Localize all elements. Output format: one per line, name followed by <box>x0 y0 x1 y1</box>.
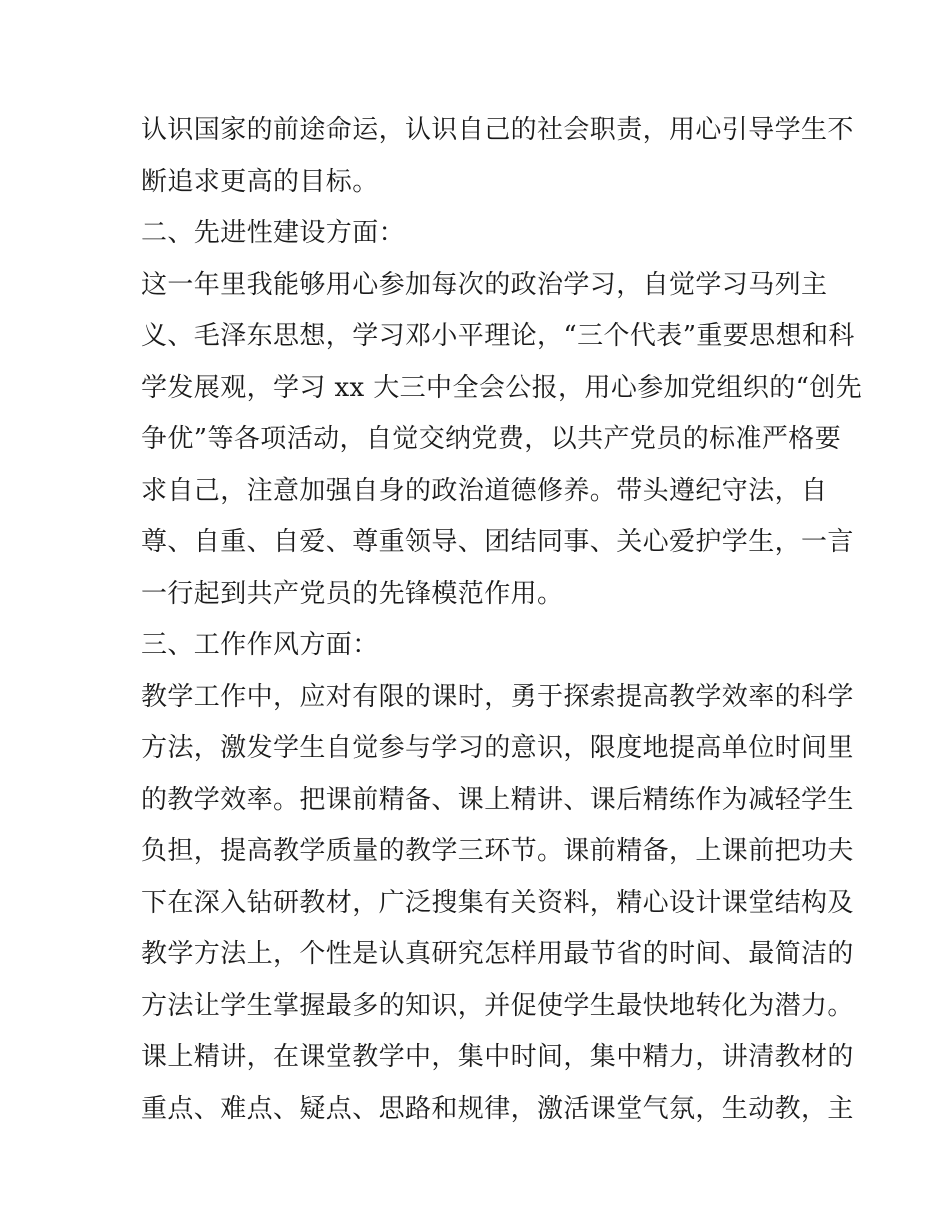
text-line-12: 教学工作中，应对有限的课时，勇于探索提高教学效率的科学 <box>141 681 854 712</box>
text-line-14: 的教学效率。把课前精备、课上精讲、课后精练作为减轻学生 <box>141 784 854 815</box>
text-line-10: 一行起到共产党员的先锋模范作用。 <box>141 578 564 609</box>
text-line-18: 方法让学生掌握最多的知识，并促使学生最快地转化为潜力。 <box>141 990 854 1021</box>
text-line-9: 尊、自重、自爱、尊重领导、团结同事、关心爱护学生，一言 <box>141 527 854 557</box>
text-line-7: 争优”等各项活动，自觉交纳党费，以共产党员的标准严格要 <box>141 424 842 454</box>
text-line-19: 课上精讲，在课堂教学中，集中时间，集中精力，讲清教材的 <box>141 1042 854 1072</box>
section-heading-3: 三、工作作风方面： <box>141 630 379 660</box>
text-line-20: 重点、难点、疑点、思路和规律，激活课堂气氛，生动教，主 <box>141 1093 854 1124</box>
text-line-8: 求自己，注意加强自身的政治道德修养。带头遵纪守法，自 <box>141 475 828 506</box>
text-line-15: 负担，提高教学质量的教学三环节。课前精备，上课前把功夫 <box>141 836 854 866</box>
text-line-13: 方法，激发学生自觉参与学习的意识，限度地提高单位时间里 <box>141 733 854 763</box>
text-line-16: 下在深入钻研教材，广泛搜集有关资料，精心设计课堂结构及 <box>141 887 854 918</box>
text-line-6: 学发展观，学习 xx 大三中全会公报，用心参加党组织的“创先 <box>141 372 863 403</box>
text-line-1: 认识国家的前途命运，认识自己的社会职责，用心引导学生不 <box>141 115 854 145</box>
text-line-2: 断追求更高的目标。 <box>141 166 379 197</box>
text-line-17: 教学方法上，个性是认真研究怎样用最节省的时间、最简洁的 <box>141 939 854 969</box>
body-text <box>141 105 863 1135</box>
text-line-4: 这一年里我能够用心参加每次的政治学习，自觉学习马列主 <box>141 269 828 300</box>
section-heading-2: 二、先进性建设方面： <box>141 218 406 248</box>
text-line-5: 义、毛泽东思想，学习邓小平理论，“三个代表”重要思想和科 <box>141 321 855 351</box>
